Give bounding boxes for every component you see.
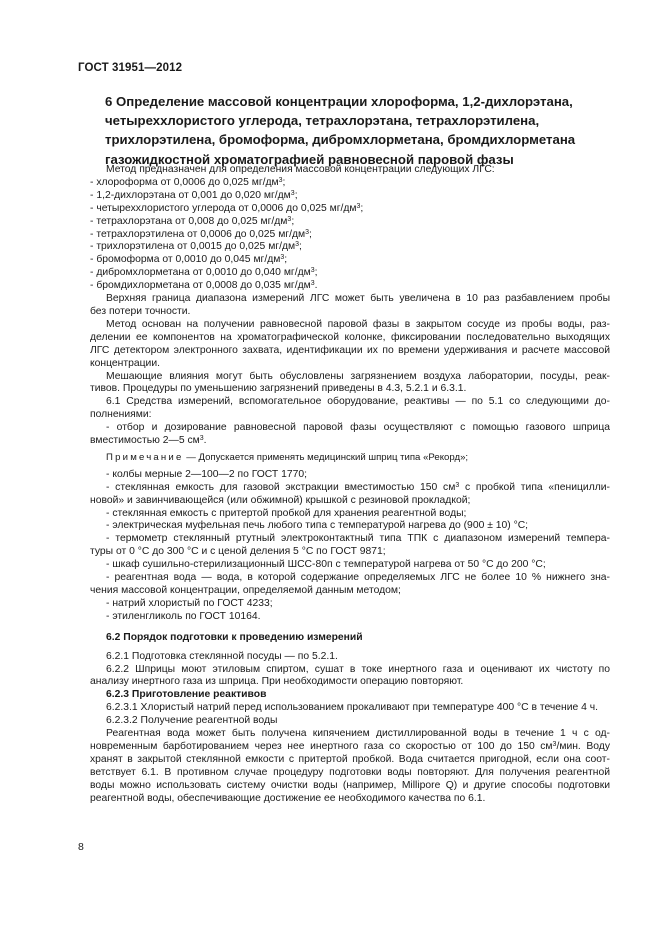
standard-code-header: ГОСТ 31951—2012 [78,62,183,74]
substance-list [90,177,610,293]
list-item: - стеклянная емкость с притертой пробкой для хранения реагентной воды; [106,507,467,519]
method-basis-paragraph: Метод основан на получении равновесной паровой фазы в закрытом сосуде из пробы воды, раз- делении ее компонентов на хроматографической колонке, фиксировании последовательно выходящих ЛГС детектором электронного захвата, идентификации их по времени удерживания и расчете массовой концентрации. [90,318,610,369]
page-number: 8 [78,841,84,853]
section-6-1-paragraph: 6.1 Средства измерений, вспомогательное оборудование, реактивы — по 5.1 со следующими до- полнениями: [90,396,610,421]
list-item: - хлороформа от 0,0006 до 0,025 $мг/дм^3$; [90,176,286,188]
list-item: - четыреххлористого углерода от 0,0006 до 0,025 $мг/дм^3$; [90,202,364,214]
list-item-continuation: туры от 0 °С до 300 °С и с ценой деления 5 °С по ГОСТ 9871; [90,546,386,558]
list-item-continuation: чения массовой концентрации, определяемой данным методом; [90,585,401,596]
list-item: - тетрахлорэтана от 0,008 до 0,025 $мг/дм^3$; [90,215,295,227]
section-6-2-heading: 6.2 Порядок подготовки к проведению измерений [106,631,363,643]
list-item: - шкаф сушильно-стерилизационный ШСС-80п с температурой нагрева от 50 °С до 200 °С; [106,559,546,571]
title-line: трихлорэтилена, бромоформа, дибромхлорметана, бромдихлорметана [105,132,576,148]
sampling-paragraph: - отбор и дозирование равновесной паровой фазы осуществляют с помощью газового шприца вместимостью 2—5 $см^3$. [90,422,610,447]
section-6-2-2: 6.2.2 Шприцы моют этиловым спиртом, сушат в токе инертного газа и оценивают их чистоту по анализу инертного газа из шприца. При необходимости операцию повторяют. [90,663,610,688]
note-label: Примечание [106,451,184,463]
note-text: — Допускается применять медицинский шприц типа «Рекорд»; [186,451,469,463]
list-item: - этиленгликоль по ГОСТ 10164. [106,610,261,622]
reagent-water-paragraph: Реагентная вода может быть получена кипячением дистиллированной воды в течение 1 ч с од- новременным барботированием через нее инертного газа со скоростью от 100 до 150 $см^3$/мин. Воду хранят в закрытой стеклянной емкости с притертой пробкой. Вода считается пригодной, если она соот- ветствует 6.1. В противном случае процедуру подготовки воды повторяют. Для получения реагентной воды можно использовать систему очистки воды (например, Millipore Q) и другие способы подготовки реагентной воды, обеспечивающие достижение ее необходимого качества по 6.1. [90,728,610,804]
section-6-2-3-heading: 6.2.3 Приготовление реактивов [106,689,267,701]
list-item: - дибромхлорметана от 0,0010 до 0,040 $мг/дм^3$; [90,267,318,279]
list-item: - 1,2-дихлорэтана от 0,001 до 0,020 $мг/дм^3$; [90,189,298,201]
note-paragraph [90,452,610,465]
section-6-2-1: 6.2.1 Подготовка стеклянной посуды — по 5.2.1. [106,650,338,662]
list-item-continuation: новой» и завинчивающейся (или обжимной) крышкой с резиновой прокладкой; [90,494,471,506]
interference-paragraph: Мешающие влияния могут быть обусловлены загрязнением воздуха лаборатории, посуды, реак- тивов. Процедуры по уменьшению загрязнений приведены в 4.3, 5.2.1 и 6.3.1. [90,370,610,395]
section-6-title [105,92,615,169]
list-item: - стеклянная емкость для газовой экстракции вместимостью 150 $см^3$ с пробкой типа «пеницилли- [106,481,610,493]
upper-limit-paragraph: Верхняя граница диапазона измерений ЛГС может быть увеличена в 10 раз разбавлением пробы без потери точности. [90,293,610,317]
list-item: - тетрахлорэтилена от 0,0006 до 0,025 $мг/дм^3$; [90,228,312,240]
title-line: газожидкостной хроматографией равновесной паровой фазы [105,151,514,167]
intro-paragraph: Метод предназначен для определения массовой концентрации следующих ЛГС: [106,164,495,175]
section-6-2-3-2: 6.2.3.2 Получение реагентной воды [106,715,278,727]
list-item: - бромдихлорметана от 0,0008 до 0,035 $мг/дм^3$. [90,280,318,292]
equipment-list [90,469,610,624]
list-item: - колбы мерные 2—100—2 по ГОСТ 1770; [106,468,307,480]
list-item: - натрий хлористый по ГОСТ 4233; [106,597,273,609]
list-item: - реагентная вода — вода, в которой содержание определяемых ЛГС не более 10 % нижнего зна- [106,572,610,584]
section-6-2-3-1: 6.2.3.1 Хлористый натрий перед использованием прокаливают при температуре 400 °С в течение 4 ч. [106,702,599,714]
list-item: - трихлорэтилена от 0,0015 до 0,025 $мг/дм^3$; [90,241,302,253]
list-item: - электрическая муфельная печь любого типа с температурой нагрева до (900 ± 10) °С; [106,520,529,532]
title-line: четыреххлористого углерода, тетрахлорэтана, тетрахлорэтилена, [105,113,540,129]
document-body [90,164,610,806]
list-item: - термометр стеклянный ртутный электроконтактный типа ТПК с диапазоном измерений темпера- [106,533,610,545]
title-line: 6 Определение массовой концентрации хлороформа, 1,2-дихлорэтана, [105,94,573,109]
list-item: - бромоформа от 0,0010 до 0,045 $мг/дм^3$; [90,254,288,266]
